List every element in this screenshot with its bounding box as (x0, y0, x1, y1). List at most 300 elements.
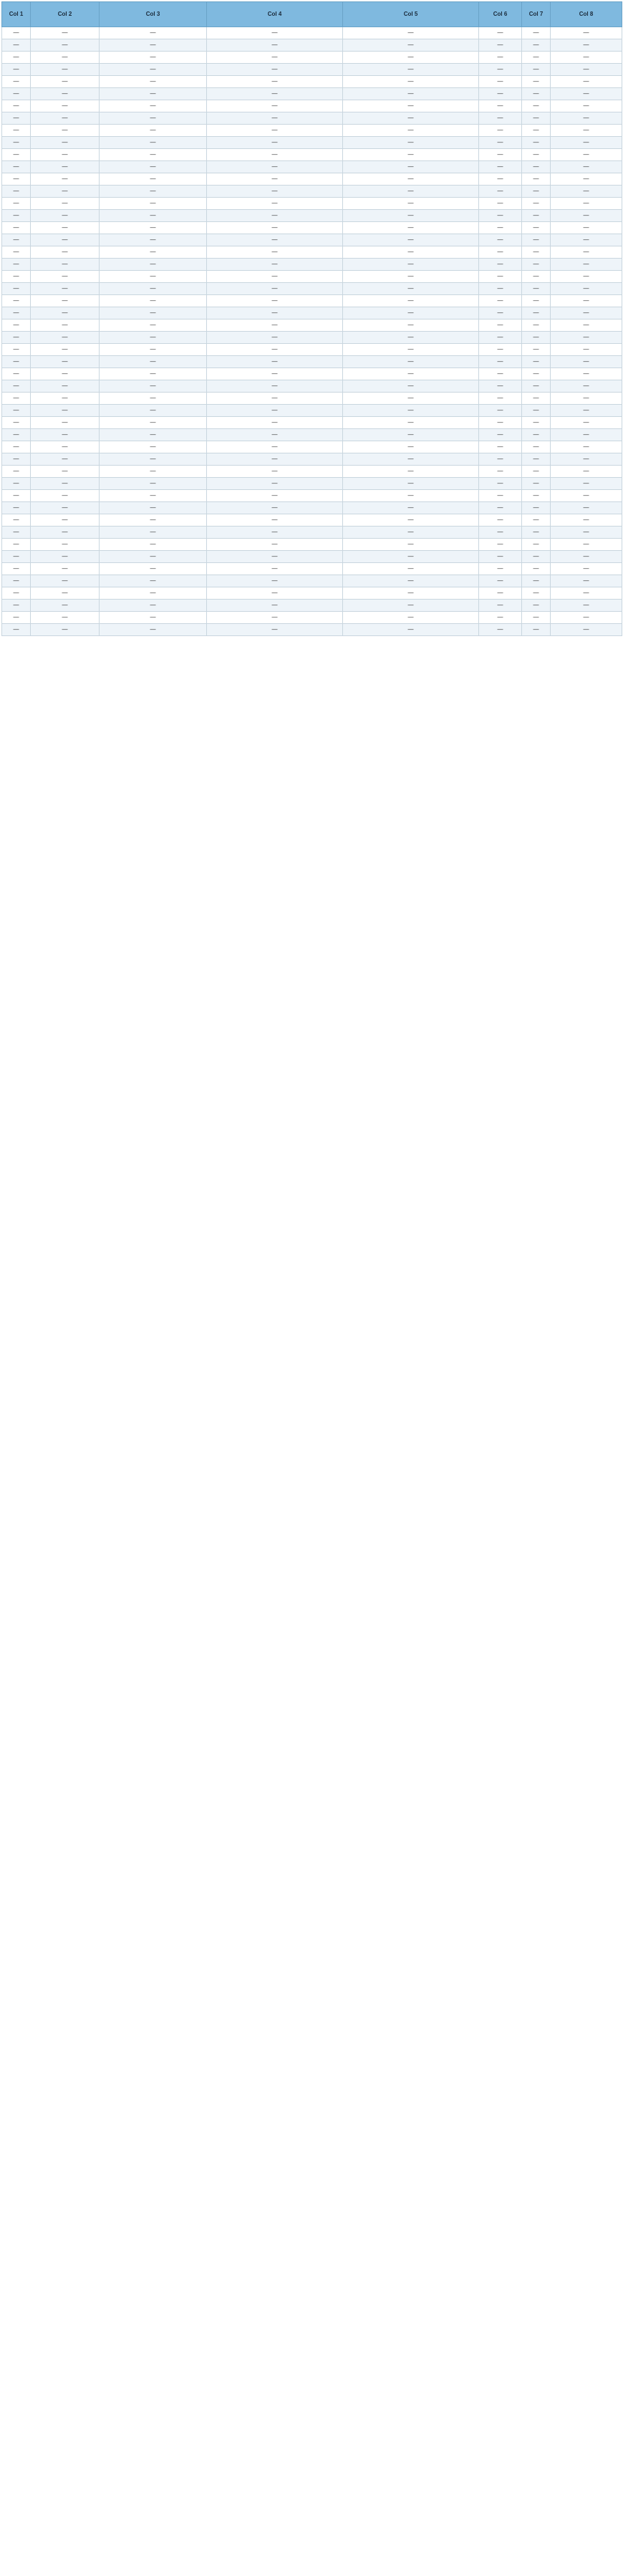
table-cell: — (522, 137, 551, 149)
table-cell: — (479, 417, 522, 429)
table-cell: — (522, 161, 551, 173)
table-cell: — (2, 478, 31, 490)
table-cell: — (100, 246, 207, 259)
table-cell: — (551, 527, 622, 539)
table-cell: — (479, 380, 522, 393)
table-cell: — (100, 490, 207, 502)
table-cell: — (31, 466, 100, 478)
table-cell: — (343, 563, 479, 575)
table-cell: — (479, 283, 522, 295)
table-cell: — (522, 587, 551, 600)
table-cell: — (100, 453, 207, 466)
table-cell: — (551, 368, 622, 380)
table-cell: — (343, 149, 479, 161)
table-cell: — (551, 429, 622, 441)
table-cell: — (343, 259, 479, 271)
table-cell: — (343, 234, 479, 246)
table-cell: — (31, 527, 100, 539)
table-cell: — (207, 332, 343, 344)
table-cell: — (551, 173, 622, 186)
table-cell: — (479, 64, 522, 76)
table-cell: — (100, 39, 207, 52)
table-cell: — (343, 587, 479, 600)
table-cell: — (479, 234, 522, 246)
table-cell: — (343, 380, 479, 393)
table-cell: — (2, 380, 31, 393)
table-cell: — (522, 210, 551, 222)
table-row (2, 246, 622, 259)
table-cell: — (2, 551, 31, 563)
table-cell: — (100, 210, 207, 222)
table-cell: — (2, 186, 31, 198)
table-cell: — (343, 27, 479, 39)
table-cell: — (207, 271, 343, 283)
table-cell: — (522, 624, 551, 636)
table-cell: — (2, 307, 31, 319)
table-cell: — (100, 125, 207, 137)
table-cell: — (100, 563, 207, 575)
table-cell: — (479, 453, 522, 466)
table-cell: — (522, 125, 551, 137)
table-cell: — (100, 307, 207, 319)
table-cell: — (551, 380, 622, 393)
table-cell: — (343, 441, 479, 453)
table-cell: — (31, 405, 100, 417)
table-cell: — (522, 514, 551, 527)
table-cell: — (2, 112, 31, 125)
table-row (2, 393, 622, 405)
table-cell: — (551, 198, 622, 210)
table-cell: — (479, 429, 522, 441)
table-row (2, 27, 622, 39)
table-cell: — (551, 356, 622, 368)
table-cell: — (100, 368, 207, 380)
table-row (2, 368, 622, 380)
table-cell: — (207, 295, 343, 307)
table-cell: — (479, 344, 522, 356)
table-cell: — (479, 478, 522, 490)
table-cell: — (479, 514, 522, 527)
table-cell: — (343, 64, 479, 76)
table-cell: — (479, 271, 522, 283)
table-cell: — (31, 210, 100, 222)
table-cell: — (100, 514, 207, 527)
table-row (2, 332, 622, 344)
table-cell: — (479, 198, 522, 210)
table-cell: — (100, 88, 207, 100)
table-cell: — (551, 210, 622, 222)
table-cell: — (31, 246, 100, 259)
table-cell: — (522, 319, 551, 332)
table-cell: — (31, 551, 100, 563)
table-cell: — (100, 356, 207, 368)
table-cell: — (551, 478, 622, 490)
table-cell: — (2, 539, 31, 551)
table-header-row (2, 2, 622, 27)
table-cell: — (207, 137, 343, 149)
table-cell: — (31, 161, 100, 173)
table-cell: — (479, 161, 522, 173)
table-cell: — (522, 612, 551, 624)
table-cell: — (522, 88, 551, 100)
table-cell: — (522, 332, 551, 344)
table-cell: — (31, 441, 100, 453)
table-cell: — (100, 393, 207, 405)
table-cell: — (343, 39, 479, 52)
table-cell: — (100, 52, 207, 64)
table-cell: — (100, 344, 207, 356)
table-cell: — (343, 429, 479, 441)
table-row (2, 161, 622, 173)
table-cell: — (2, 490, 31, 502)
table-cell: — (31, 76, 100, 88)
table-row (2, 222, 622, 234)
table-cell: — (522, 100, 551, 112)
table-cell: — (207, 466, 343, 478)
table-cell: — (343, 539, 479, 551)
table-cell: — (207, 380, 343, 393)
table-cell: — (522, 478, 551, 490)
column-header: Col 8 (551, 2, 622, 27)
data-table (1, 1, 622, 636)
table-cell: — (207, 259, 343, 271)
table-cell: — (100, 64, 207, 76)
table-cell: — (207, 587, 343, 600)
table-cell: — (479, 222, 522, 234)
table-cell: — (2, 405, 31, 417)
table-cell: — (31, 514, 100, 527)
table-cell: — (551, 441, 622, 453)
table-cell: — (479, 76, 522, 88)
table-row (2, 39, 622, 52)
table-cell: — (207, 307, 343, 319)
table-cell: — (343, 344, 479, 356)
table-cell: — (343, 100, 479, 112)
table-cell: — (100, 539, 207, 551)
table-cell: — (207, 173, 343, 186)
table-row (2, 356, 622, 368)
table-cell: — (522, 417, 551, 429)
table-cell: — (522, 429, 551, 441)
table-cell: — (551, 259, 622, 271)
table-cell: — (2, 234, 31, 246)
table-row (2, 600, 622, 612)
table-cell: — (207, 125, 343, 137)
column-header: Col 3 (100, 2, 207, 27)
table-cell: — (100, 502, 207, 514)
table-cell: — (31, 490, 100, 502)
table-cell: — (479, 39, 522, 52)
table-cell: — (343, 319, 479, 332)
table-cell: — (551, 417, 622, 429)
table-cell: — (343, 222, 479, 234)
table-row (2, 173, 622, 186)
table-cell: — (551, 393, 622, 405)
table-cell: — (551, 100, 622, 112)
table-cell: — (343, 466, 479, 478)
table-cell: — (31, 137, 100, 149)
table-cell: — (31, 563, 100, 575)
table-cell: — (100, 417, 207, 429)
table-cell: — (2, 88, 31, 100)
table-cell: — (551, 490, 622, 502)
table-cell: — (31, 368, 100, 380)
table-cell: — (2, 259, 31, 271)
table-cell: — (551, 234, 622, 246)
table-cell: — (100, 600, 207, 612)
table-row (2, 502, 622, 514)
table-cell: — (479, 405, 522, 417)
column-header: Col 6 (479, 2, 522, 27)
table-cell: — (479, 88, 522, 100)
table-cell: — (522, 600, 551, 612)
table-cell: — (479, 563, 522, 575)
table-cell: — (207, 234, 343, 246)
table-cell: — (207, 52, 343, 64)
table-cell: — (551, 222, 622, 234)
table-cell: — (479, 259, 522, 271)
table-cell: — (31, 539, 100, 551)
table-row (2, 380, 622, 393)
table-row (2, 64, 622, 76)
table-cell: — (479, 539, 522, 551)
table-cell: — (207, 64, 343, 76)
table-cell: — (207, 405, 343, 417)
table-cell: — (343, 137, 479, 149)
table-cell: — (100, 76, 207, 88)
table-row (2, 417, 622, 429)
table-row (2, 149, 622, 161)
table-cell: — (207, 198, 343, 210)
table-row (2, 198, 622, 210)
table-cell: — (522, 39, 551, 52)
table-cell: — (2, 173, 31, 186)
table-cell: — (207, 161, 343, 173)
table-cell: — (522, 259, 551, 271)
table-cell: — (479, 137, 522, 149)
table-cell: — (2, 161, 31, 173)
table-cell: — (31, 186, 100, 198)
table-cell: — (522, 405, 551, 417)
table-row (2, 514, 622, 527)
table-cell: — (2, 393, 31, 405)
table-cell: — (343, 575, 479, 587)
table-cell: — (31, 417, 100, 429)
table-cell: — (100, 319, 207, 332)
table-cell: — (31, 624, 100, 636)
table-cell: — (343, 600, 479, 612)
table-row (2, 137, 622, 149)
table-cell: — (479, 27, 522, 39)
table-row (2, 259, 622, 271)
table-cell: — (522, 52, 551, 64)
table-cell: — (100, 624, 207, 636)
table-row (2, 563, 622, 575)
table-cell: — (31, 393, 100, 405)
table-cell: — (100, 527, 207, 539)
table-cell: — (522, 234, 551, 246)
table-cell: — (343, 624, 479, 636)
table-cell: — (343, 332, 479, 344)
table-cell: — (2, 222, 31, 234)
table-cell: — (2, 137, 31, 149)
table-cell: — (2, 125, 31, 137)
table-cell: — (551, 563, 622, 575)
table-cell: — (479, 551, 522, 563)
table-cell: — (31, 307, 100, 319)
table-cell: — (551, 88, 622, 100)
table-cell: — (343, 198, 479, 210)
table-cell: — (31, 198, 100, 210)
table-row (2, 344, 622, 356)
table-cell: — (343, 356, 479, 368)
table-cell: — (207, 27, 343, 39)
table-cell: — (479, 332, 522, 344)
table-cell: — (2, 563, 31, 575)
table-cell: — (31, 283, 100, 295)
table-cell: — (343, 551, 479, 563)
table-cell: — (343, 173, 479, 186)
table-cell: — (31, 222, 100, 234)
table-cell: — (551, 161, 622, 173)
table-cell: — (343, 307, 479, 319)
table-cell: — (343, 612, 479, 624)
column-header: Col 2 (31, 2, 100, 27)
table-cell: — (522, 539, 551, 551)
table-cell: — (522, 307, 551, 319)
table-cell: — (479, 112, 522, 125)
table-cell: — (100, 405, 207, 417)
table-cell: — (343, 88, 479, 100)
table-cell: — (479, 186, 522, 198)
table-row (2, 88, 622, 100)
table-cell: — (207, 527, 343, 539)
table-cell: — (343, 271, 479, 283)
table-cell: — (343, 490, 479, 502)
table-cell: — (479, 624, 522, 636)
table-row (2, 466, 622, 478)
table-cell: — (31, 453, 100, 466)
table-cell: — (207, 186, 343, 198)
table-cell: — (2, 612, 31, 624)
table-cell: — (479, 587, 522, 600)
table-cell: — (2, 64, 31, 76)
table-cell: — (343, 112, 479, 125)
table-cell: — (551, 514, 622, 527)
table-cell: — (2, 453, 31, 466)
table-cell: — (2, 271, 31, 283)
table-cell: — (522, 246, 551, 259)
table-cell: — (207, 514, 343, 527)
table-cell: — (479, 149, 522, 161)
table-cell: — (100, 332, 207, 344)
table-cell: — (31, 259, 100, 271)
table-cell: — (2, 527, 31, 539)
table-cell: — (207, 344, 343, 356)
table-body (2, 27, 622, 636)
table-cell: — (207, 222, 343, 234)
table-row (2, 551, 622, 563)
table-cell: — (31, 478, 100, 490)
table-cell: — (207, 612, 343, 624)
table-cell: — (522, 368, 551, 380)
table-cell: — (2, 624, 31, 636)
table-cell: — (2, 344, 31, 356)
table-cell: — (551, 137, 622, 149)
table-cell: — (100, 295, 207, 307)
table-cell: — (2, 27, 31, 39)
table-cell: — (207, 149, 343, 161)
table-cell: — (479, 210, 522, 222)
table-row (2, 624, 622, 636)
table-cell: — (207, 39, 343, 52)
table-cell: — (100, 100, 207, 112)
table-row (2, 527, 622, 539)
table-cell: — (522, 575, 551, 587)
table-cell: — (522, 222, 551, 234)
table-cell: — (31, 88, 100, 100)
table-cell: — (100, 283, 207, 295)
table-cell: — (522, 356, 551, 368)
table-cell: — (551, 612, 622, 624)
table-cell: — (343, 125, 479, 137)
table-cell: — (551, 149, 622, 161)
table-cell: — (479, 368, 522, 380)
table-cell: — (31, 271, 100, 283)
table-cell: — (2, 295, 31, 307)
table-cell: — (522, 198, 551, 210)
table-row (2, 587, 622, 600)
table-cell: — (207, 356, 343, 368)
table-cell: — (551, 125, 622, 137)
table-row (2, 295, 622, 307)
table-cell: — (100, 466, 207, 478)
table-cell: — (207, 575, 343, 587)
table-cell: — (31, 502, 100, 514)
table-cell: — (479, 490, 522, 502)
table-cell: — (551, 76, 622, 88)
table-cell: — (100, 173, 207, 186)
table-cell: — (207, 76, 343, 88)
table-cell: — (479, 125, 522, 137)
table-cell: — (2, 466, 31, 478)
table-row (2, 539, 622, 551)
table-cell: — (2, 600, 31, 612)
table-cell: — (100, 551, 207, 563)
table-cell: — (522, 380, 551, 393)
table-cell: — (551, 52, 622, 64)
table-cell: — (100, 575, 207, 587)
table-cell: — (479, 575, 522, 587)
table-cell: — (551, 551, 622, 563)
table-cell: — (522, 149, 551, 161)
table-cell: — (551, 332, 622, 344)
table-cell: — (522, 27, 551, 39)
table-cell: — (522, 344, 551, 356)
table-cell: — (31, 125, 100, 137)
table-cell: — (551, 405, 622, 417)
table-row (2, 76, 622, 88)
table-cell: — (207, 624, 343, 636)
table-cell: — (2, 587, 31, 600)
table-cell: — (522, 271, 551, 283)
table-row (2, 307, 622, 319)
table-cell: — (479, 441, 522, 453)
table-cell: — (522, 283, 551, 295)
table-cell: — (343, 405, 479, 417)
table-cell: — (31, 27, 100, 39)
table-row (2, 271, 622, 283)
